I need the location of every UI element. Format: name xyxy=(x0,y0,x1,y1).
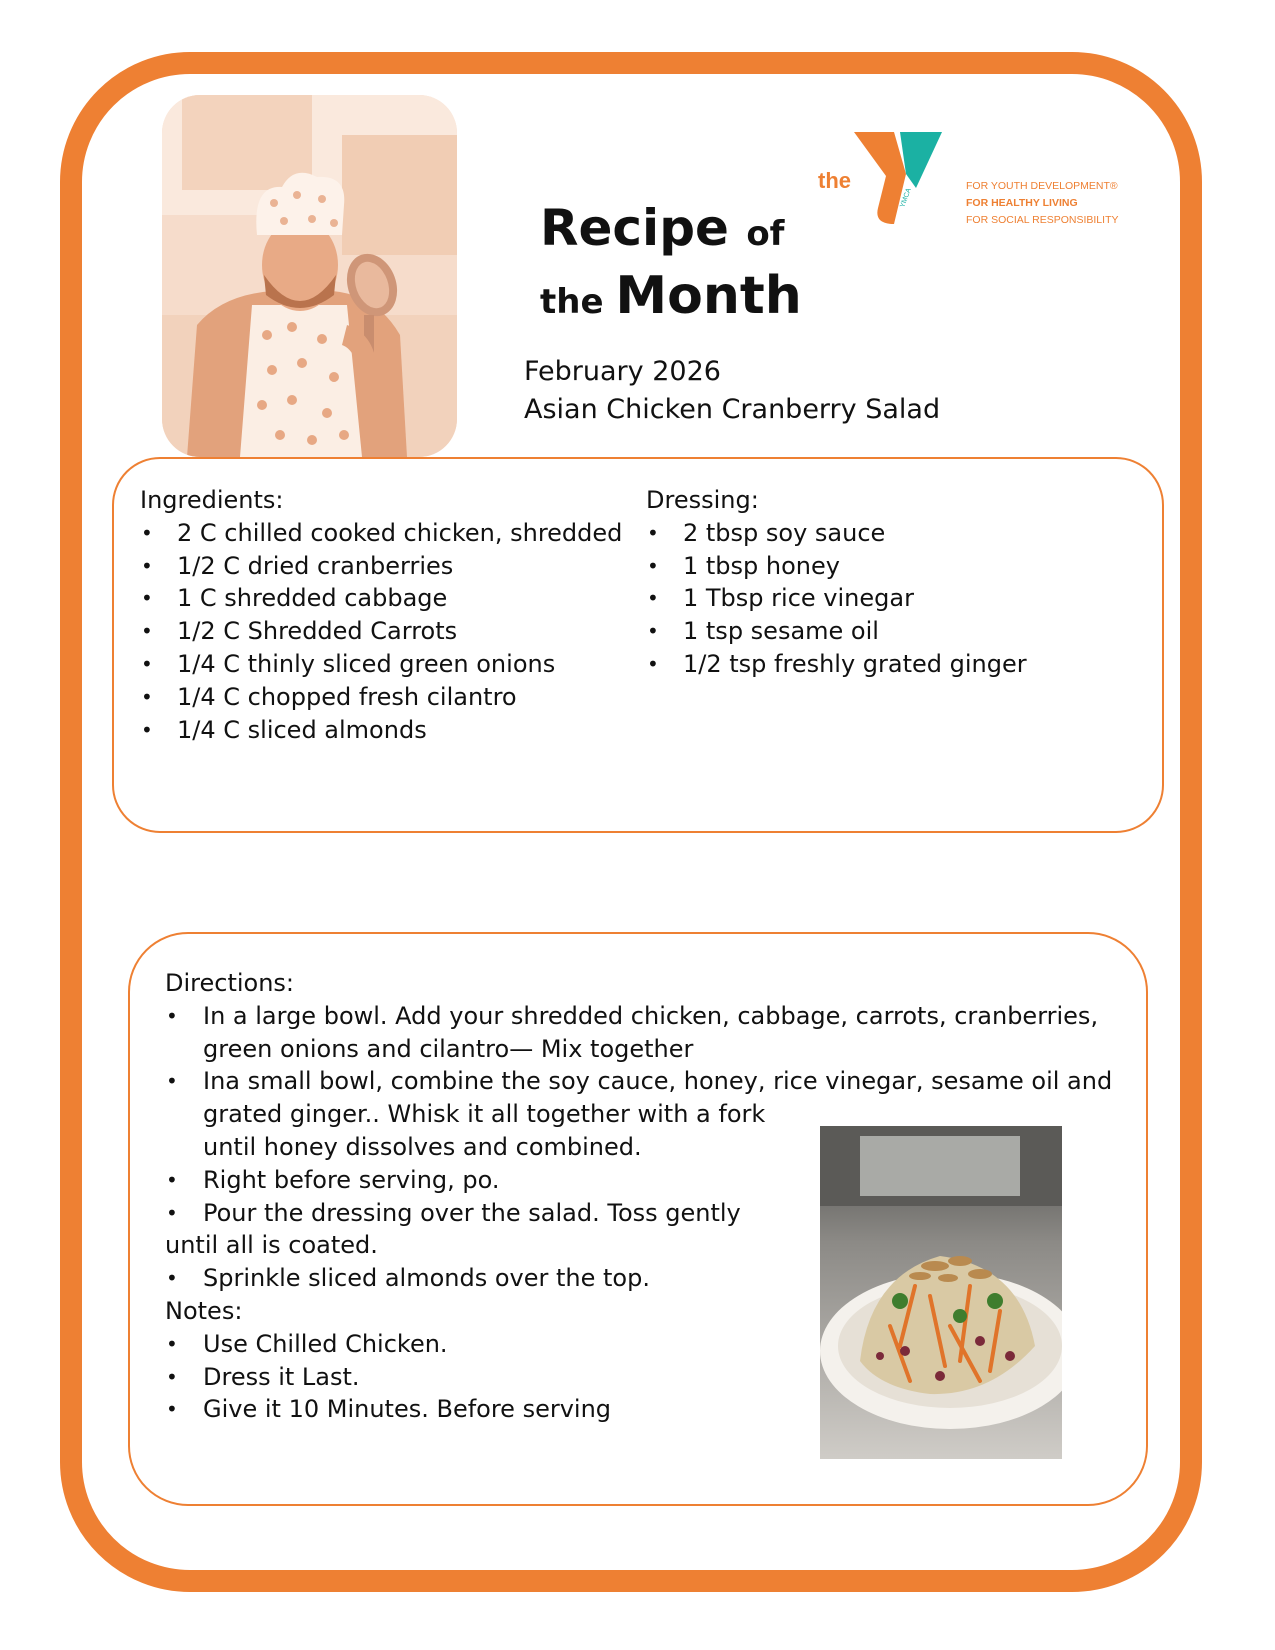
direction-step-1-cont: green onions and cilantro— Mix together xyxy=(203,1034,694,1063)
salad-photo xyxy=(820,1126,1062,1459)
note-item: • Dress it Last. xyxy=(165,1361,1115,1394)
direction-step-2: • Ina small bowl, combine the soy cauce, honey, rice vinegar, sesame oil and xyxy=(165,1065,1115,1098)
ingredients-heading: Ingredients: xyxy=(140,486,284,514)
recipe-date: February 2026 xyxy=(524,356,721,387)
direction-step-4-cont: until all is coated. xyxy=(165,1231,378,1260)
dressing-section xyxy=(646,484,1027,681)
dressing-item: • 2 tbsp soy sauce xyxy=(646,517,1027,550)
title-recipe: Recipe xyxy=(540,199,729,257)
page-title xyxy=(540,198,802,334)
direction-step-5: • Sprinkle sliced almonds over the top. xyxy=(165,1262,1115,1295)
ingredient-item: • 1 C shredded cabbage xyxy=(140,582,622,615)
title-month: Month xyxy=(615,266,802,326)
notes-heading: Notes: xyxy=(165,1296,243,1325)
ingredient-item: • 1/4 C chopped fresh cilantro xyxy=(140,681,622,714)
ingredient-item: • 1/4 C sliced almonds xyxy=(140,714,622,747)
ingredient-item: • 1/2 C dried cranberries xyxy=(140,550,622,583)
title-of: of xyxy=(746,214,785,254)
directions-heading: Directions: xyxy=(165,969,295,997)
note-item: • Use Chilled Chicken. xyxy=(165,1328,1115,1361)
direction-step-1: • In a large bowl. Add your shredded chicken, cabbage, carrots, cranberries, xyxy=(165,1000,1115,1033)
ymca-logo xyxy=(818,128,1118,228)
direction-step-3: • Right before serving, po. xyxy=(165,1164,1115,1197)
logo-tagline-3: FOR SOCIAL RESPONSIBILITY xyxy=(966,214,1119,226)
dressing-item: • 1 tbsp honey xyxy=(646,550,1027,583)
logo-taglines xyxy=(966,178,1118,229)
logo-the-text: the xyxy=(818,168,851,193)
logo-tagline-1: FOR YOUTH DEVELOPMENT® xyxy=(966,180,1118,192)
dressing-item: • 1 Tbsp rice vinegar xyxy=(646,582,1027,615)
recipe-dish-name: Asian Chicken Cranberry Salad xyxy=(524,394,941,425)
ingredients-list xyxy=(140,517,622,747)
ingredients-section xyxy=(140,484,622,746)
title-the: the xyxy=(540,282,604,322)
logo-ymca-text: YMCA xyxy=(899,187,913,209)
logo-tagline-2: FOR HEALTHY LIVING xyxy=(966,197,1078,209)
dressing-list xyxy=(646,517,1027,681)
ymca-y-icon xyxy=(854,128,944,228)
recipe-subtitle xyxy=(524,353,940,429)
dressing-item: • 1 tsp sesame oil xyxy=(646,615,1027,648)
dressing-item: • 1/2 tsp freshly grated ginger xyxy=(646,648,1027,681)
direction-step-4: • Pour the dressing over the salad. Toss gently xyxy=(165,1197,1115,1230)
ingredient-item: • 1/4 C thinly sliced green onions xyxy=(140,648,622,681)
note-item: • Give it 10 Minutes. Before serving xyxy=(165,1393,1115,1426)
chef-photo xyxy=(162,95,457,457)
ingredient-item: • 2 C chilled cooked chicken, shredded xyxy=(140,517,622,550)
dressing-heading: Dressing: xyxy=(646,486,759,514)
ingredient-item: • 1/2 C Shredded Carrots xyxy=(140,615,622,648)
direction-step-2-cont: grated ginger.. Whisk it all together with a fork xyxy=(203,1100,766,1129)
direction-step-2-cont: until honey dissolves and combined. xyxy=(203,1132,642,1161)
